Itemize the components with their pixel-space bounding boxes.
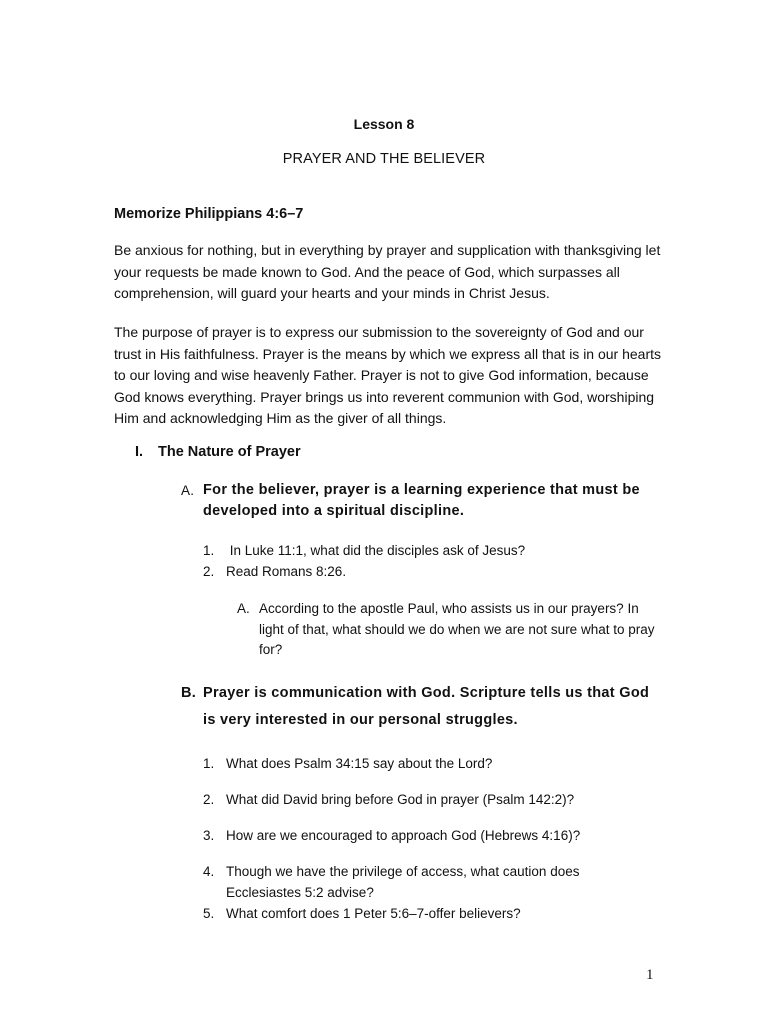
list-item-text: What comfort does 1 Peter 5:6–7-offer believers? [226,906,521,921]
subsection-marker: A. [181,483,195,498]
list-item [203,541,653,562]
list-item-text: Though we have the privilege of access, what caution does Ecclesiastes 5:2 advise? [226,864,580,900]
purpose-paragraph: The purpose of prayer is to express our submission to the sovereignty of God and our trust in His faithfulness. Prayer is the means by which we express all that is in our hearts to our loving and wise heavenly Father. Prayer is not to give God information, because God knows everything. Prayer brings us into reverent communion with God, worshiping Him and acknowledging Him as the giver of all things. [114,324,662,426]
list-item-text: How are we encouraged to approach God (Hebrews 4:16)? [226,828,581,843]
list-item [203,562,653,583]
section-title: The Nature of Prayer [158,444,301,460]
memorize-heading: Memorize Philippians 4:6–7 [114,206,304,222]
lesson-subtitle: PRAYER AND THE BELIEVER [282,151,486,167]
nested-item-marker: A. [237,601,250,616]
page-number: 1 [646,967,654,983]
subsection-text: For the believer, prayer is a learning experience that must be developed into a spiritual discipline. [203,482,640,519]
list-item-text: Read Romans 8:26. [226,564,347,579]
list-item [203,862,653,903]
subsection-b-heading [181,680,651,734]
list-item [203,826,653,847]
list-item-number: 2. [203,792,215,807]
list-item [203,904,653,925]
list-item [203,790,653,811]
list-item-text: In Luke 11:1, what did the disciples ask of Jesus? [226,543,526,558]
subsection-text: Prayer is communication with God. Scripture tells us that God is very interested in our personal struggles. [203,685,650,728]
list-item-text: What does Psalm 34:15 say about the Lord? [226,756,493,771]
subsection-a-heading [181,480,651,522]
subsection-marker: B. [181,685,197,701]
list-item-number: 1. [203,543,215,558]
nested-item-text: According to the apostle Paul, who assists us in our prayers? In light of that, what should we do when we are not sure what to pray for? [259,601,655,657]
list-item-number: 3. [203,828,215,843]
nested-list-item [237,599,657,661]
list-item-number: 4. [203,864,215,879]
list-item [203,754,653,775]
scripture-verse-paragraph: Be anxious for nothing, but in everything by prayer and supplication with thanksgiving let your requests be made known to God. And the peace of God, which surpasses all comprehension, will guard your hearts and your minds in Christ Jesus. [114,242,661,301]
list-item-number: 1. [203,756,215,771]
section-number: I. [135,444,144,460]
section-heading [135,444,301,460]
lesson-title: Lesson 8 [353,116,415,132]
list-item-number: 5. [203,906,215,921]
list-item-text: What did David bring before God in prayer (Psalm 142:2)? [226,792,575,807]
list-item-number: 2. [203,564,215,579]
